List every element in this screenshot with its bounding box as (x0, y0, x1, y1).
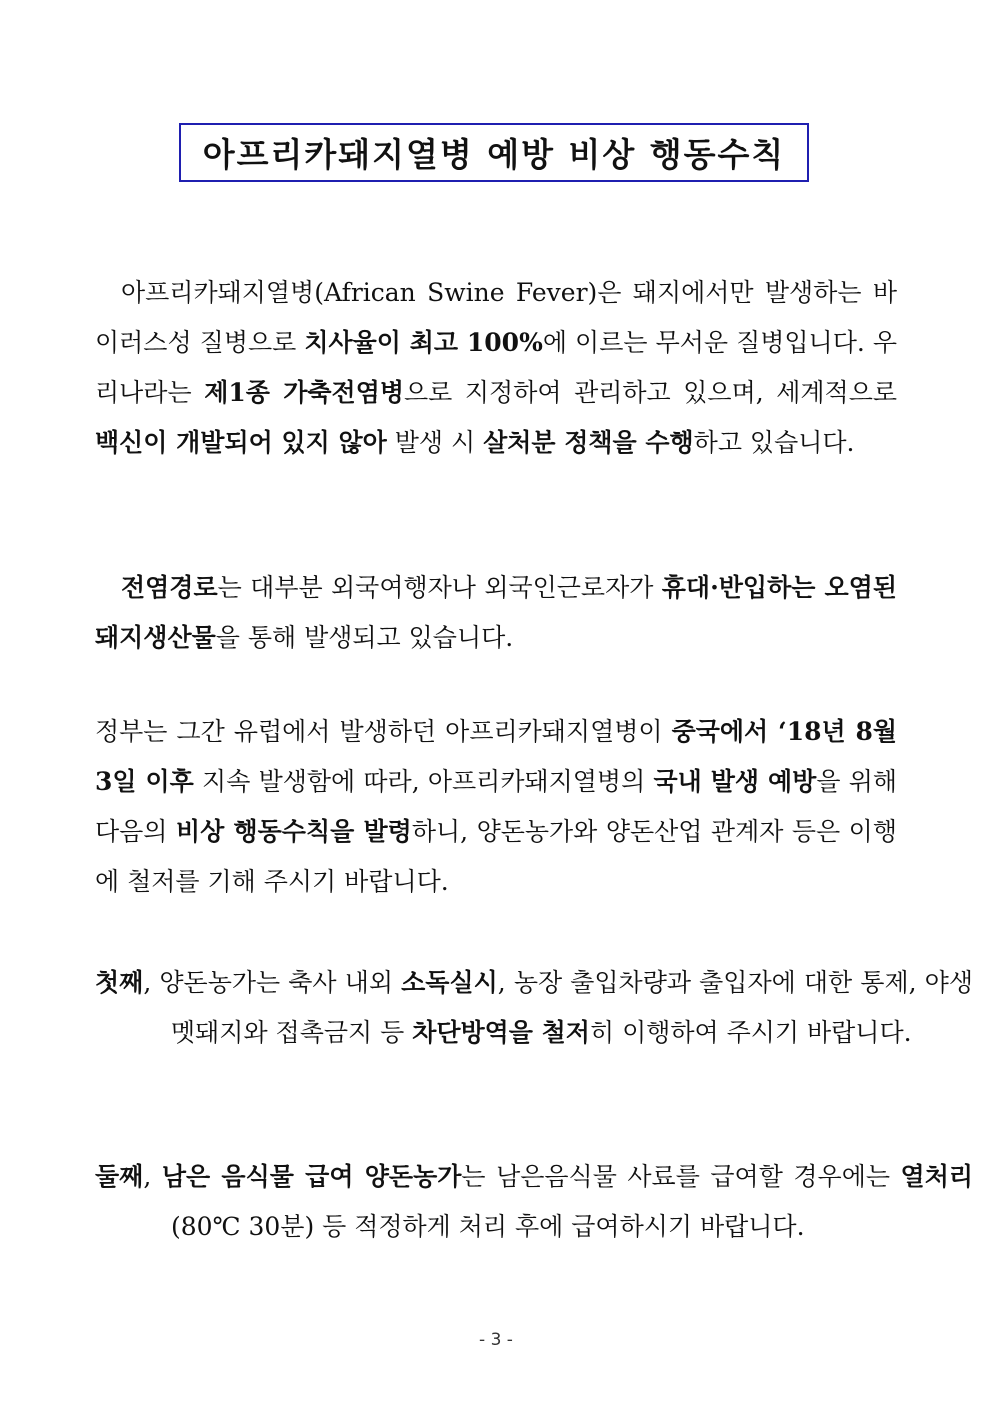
text: 는 남은음식물 사료를 급여할 경우에는 (461, 1162, 901, 1191)
emphasis: 열처리 (900, 1162, 973, 1191)
text: 히 이행하여 주시기 바랍니다. (589, 1018, 912, 1047)
item-marker: 첫째 (95, 968, 144, 997)
emphasis: 중국에서 ‘18년 8월 3일 이후 (95, 717, 897, 796)
item-second (95, 1152, 973, 1252)
item-marker: 둘째 (95, 1162, 144, 1191)
text: 아프리카돼지열병(African Swine Fever)은 돼지에서만 발생하는 바이러스성 질병으로 (95, 278, 897, 357)
page-number: - 3 - (479, 1330, 513, 1350)
paragraph-government (95, 707, 897, 907)
emphasis: 전염경로 (121, 573, 218, 602)
text: 하니, 양돈농가와 양돈산업 관계자 등은 이행에 철저를 기해 주시기 바랍니다. (95, 817, 897, 896)
text: 정부는 그간 유럽에서 발생하던 아프리카돼지열병이 (95, 717, 672, 746)
text: 으로 지정하여 관리하고 있으며, 세계적으로 (404, 378, 897, 407)
emphasis: 소독실시 (401, 968, 498, 997)
text: , (143, 1162, 162, 1191)
text: (80℃ 30분) 등 적정하게 처리 후에 급여하시기 바랍니다. (171, 1212, 805, 1241)
text: 을 통해 발생되고 있습니다. (215, 623, 514, 652)
text: 에 이르는 무서운 질병입니다. 우리나라는 (95, 328, 898, 407)
emphasis: 살처분 정책을 수행 (483, 428, 694, 457)
item-first (95, 958, 973, 1058)
emphasis: 치사율이 최고 100% (304, 328, 543, 357)
text: 하고 있습니다. (693, 428, 855, 457)
page-title: 아프리카돼지열병 예방 비상 행동수칙 (202, 135, 786, 174)
emphasis: 제1종 가축전염병 (204, 378, 404, 407)
emphasis: 국내 발생 예방 (653, 767, 817, 796)
text: 지속 발생함에 따라, 아프리카돼지열병의 (193, 767, 654, 796)
text: 발생 시 (386, 428, 484, 457)
paragraph-intro (95, 268, 897, 468)
emphasis: 남은 음식물 급여 양돈농가 (161, 1162, 462, 1191)
text: 는 대부분 외국여행자나 외국인근로자가 (217, 573, 662, 602)
text: 을 위해 다음의 (95, 767, 898, 846)
emphasis: 백신이 개발되어 있지 않아 (95, 428, 387, 457)
emphasis: 비상 행동수칙을 발령 (175, 817, 412, 846)
title-box (179, 123, 809, 182)
paragraph-transmission (95, 563, 897, 663)
text: , 양돈농가는 축사 내외 (143, 968, 402, 997)
emphasis: 휴대·반입하는 오염된 돼지생산물 (95, 573, 897, 652)
text: , 농장 출입차량과 출입자에 대한 통제, 야생멧돼지와 접촉금지 등 (171, 968, 973, 1047)
emphasis: 차단방역을 철저 (412, 1018, 590, 1047)
